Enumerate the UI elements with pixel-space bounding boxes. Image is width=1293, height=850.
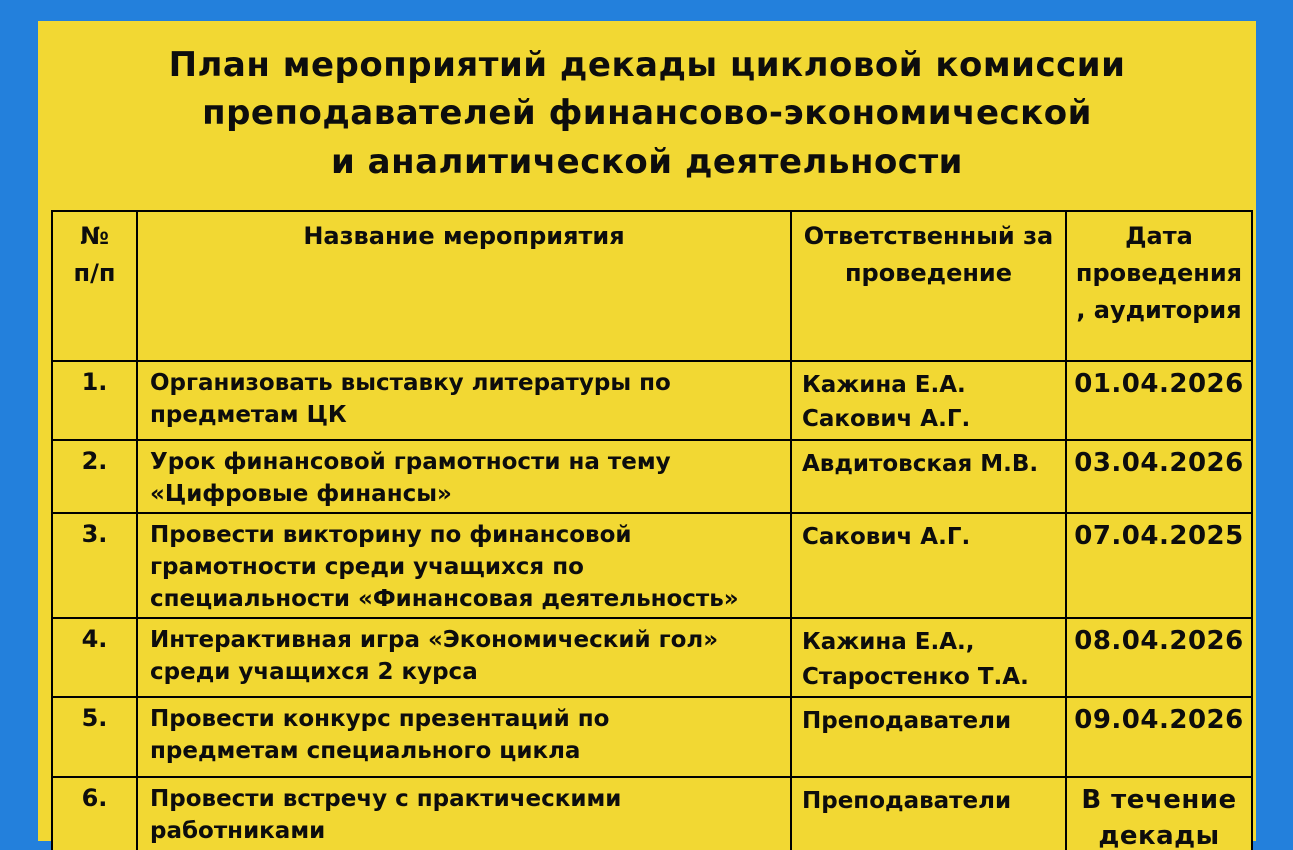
cell-event-name: Провести викторину по финансовой грамотности среди учащихся по специальности «Финансовая деятельность» (137, 513, 791, 618)
cell-date: 03.04.2026 (1066, 440, 1252, 513)
cell-date: 01.04.2026 (1066, 361, 1252, 440)
page-title: План мероприятий декады цикловой комиссии преподавателей финансово-экономической и аналитической деятельности (168, 45, 1126, 182)
table-header-row (52, 211, 1252, 361)
column-header-responsible: Ответственный за проведение (791, 211, 1066, 361)
cell-number: 3. (52, 513, 137, 618)
table-row (52, 440, 1252, 513)
cell-event-name: Организовать выставку литературы по предметам ЦК (137, 361, 791, 440)
cell-responsible: Авдитовская М.В. (791, 440, 1066, 513)
table-row (52, 361, 1252, 440)
column-header-date: Дата проведения , аудитория (1066, 211, 1252, 361)
cell-date: 07.04.2025 (1066, 513, 1252, 618)
cell-number: 5. (52, 697, 137, 777)
column-header-event-name: Название мероприятия (137, 211, 791, 361)
table-row (52, 777, 1252, 850)
cell-number: 4. (52, 618, 137, 697)
table-row (52, 697, 1252, 777)
content-panel (38, 21, 1256, 850)
cell-responsible: Преподаватели (791, 777, 1066, 850)
cell-responsible: Кажина Е.А. Сакович А.Г. (791, 361, 1066, 440)
table-row (52, 618, 1252, 697)
column-header-number: № п/п (52, 211, 137, 361)
cell-number: 1. (52, 361, 137, 440)
cell-date: В течение декады (1066, 777, 1252, 850)
cell-date: 08.04.2026 (1066, 618, 1252, 697)
cell-responsible: Кажина Е.А., Старостенко Т.А. (791, 618, 1066, 697)
cell-event-name: Провести встречу с практическими работниками (137, 777, 791, 850)
cell-number: 2. (52, 440, 137, 513)
cell-event-name: Урок финансовой грамотности на тему «Цифровые финансы» (137, 440, 791, 513)
cell-responsible: Сакович А.Г. (791, 513, 1066, 618)
events-table (51, 210, 1253, 850)
cell-number: 6. (52, 777, 137, 850)
cell-event-name: Провести конкурс презентаций по предметам специального цикла (137, 697, 791, 777)
cell-date: 09.04.2026 (1066, 697, 1252, 777)
table-row (52, 513, 1252, 618)
cell-event-name: Интерактивная игра «Экономический гол» среди учащихся 2 курса (137, 618, 791, 697)
cell-responsible: Преподаватели (791, 697, 1066, 777)
